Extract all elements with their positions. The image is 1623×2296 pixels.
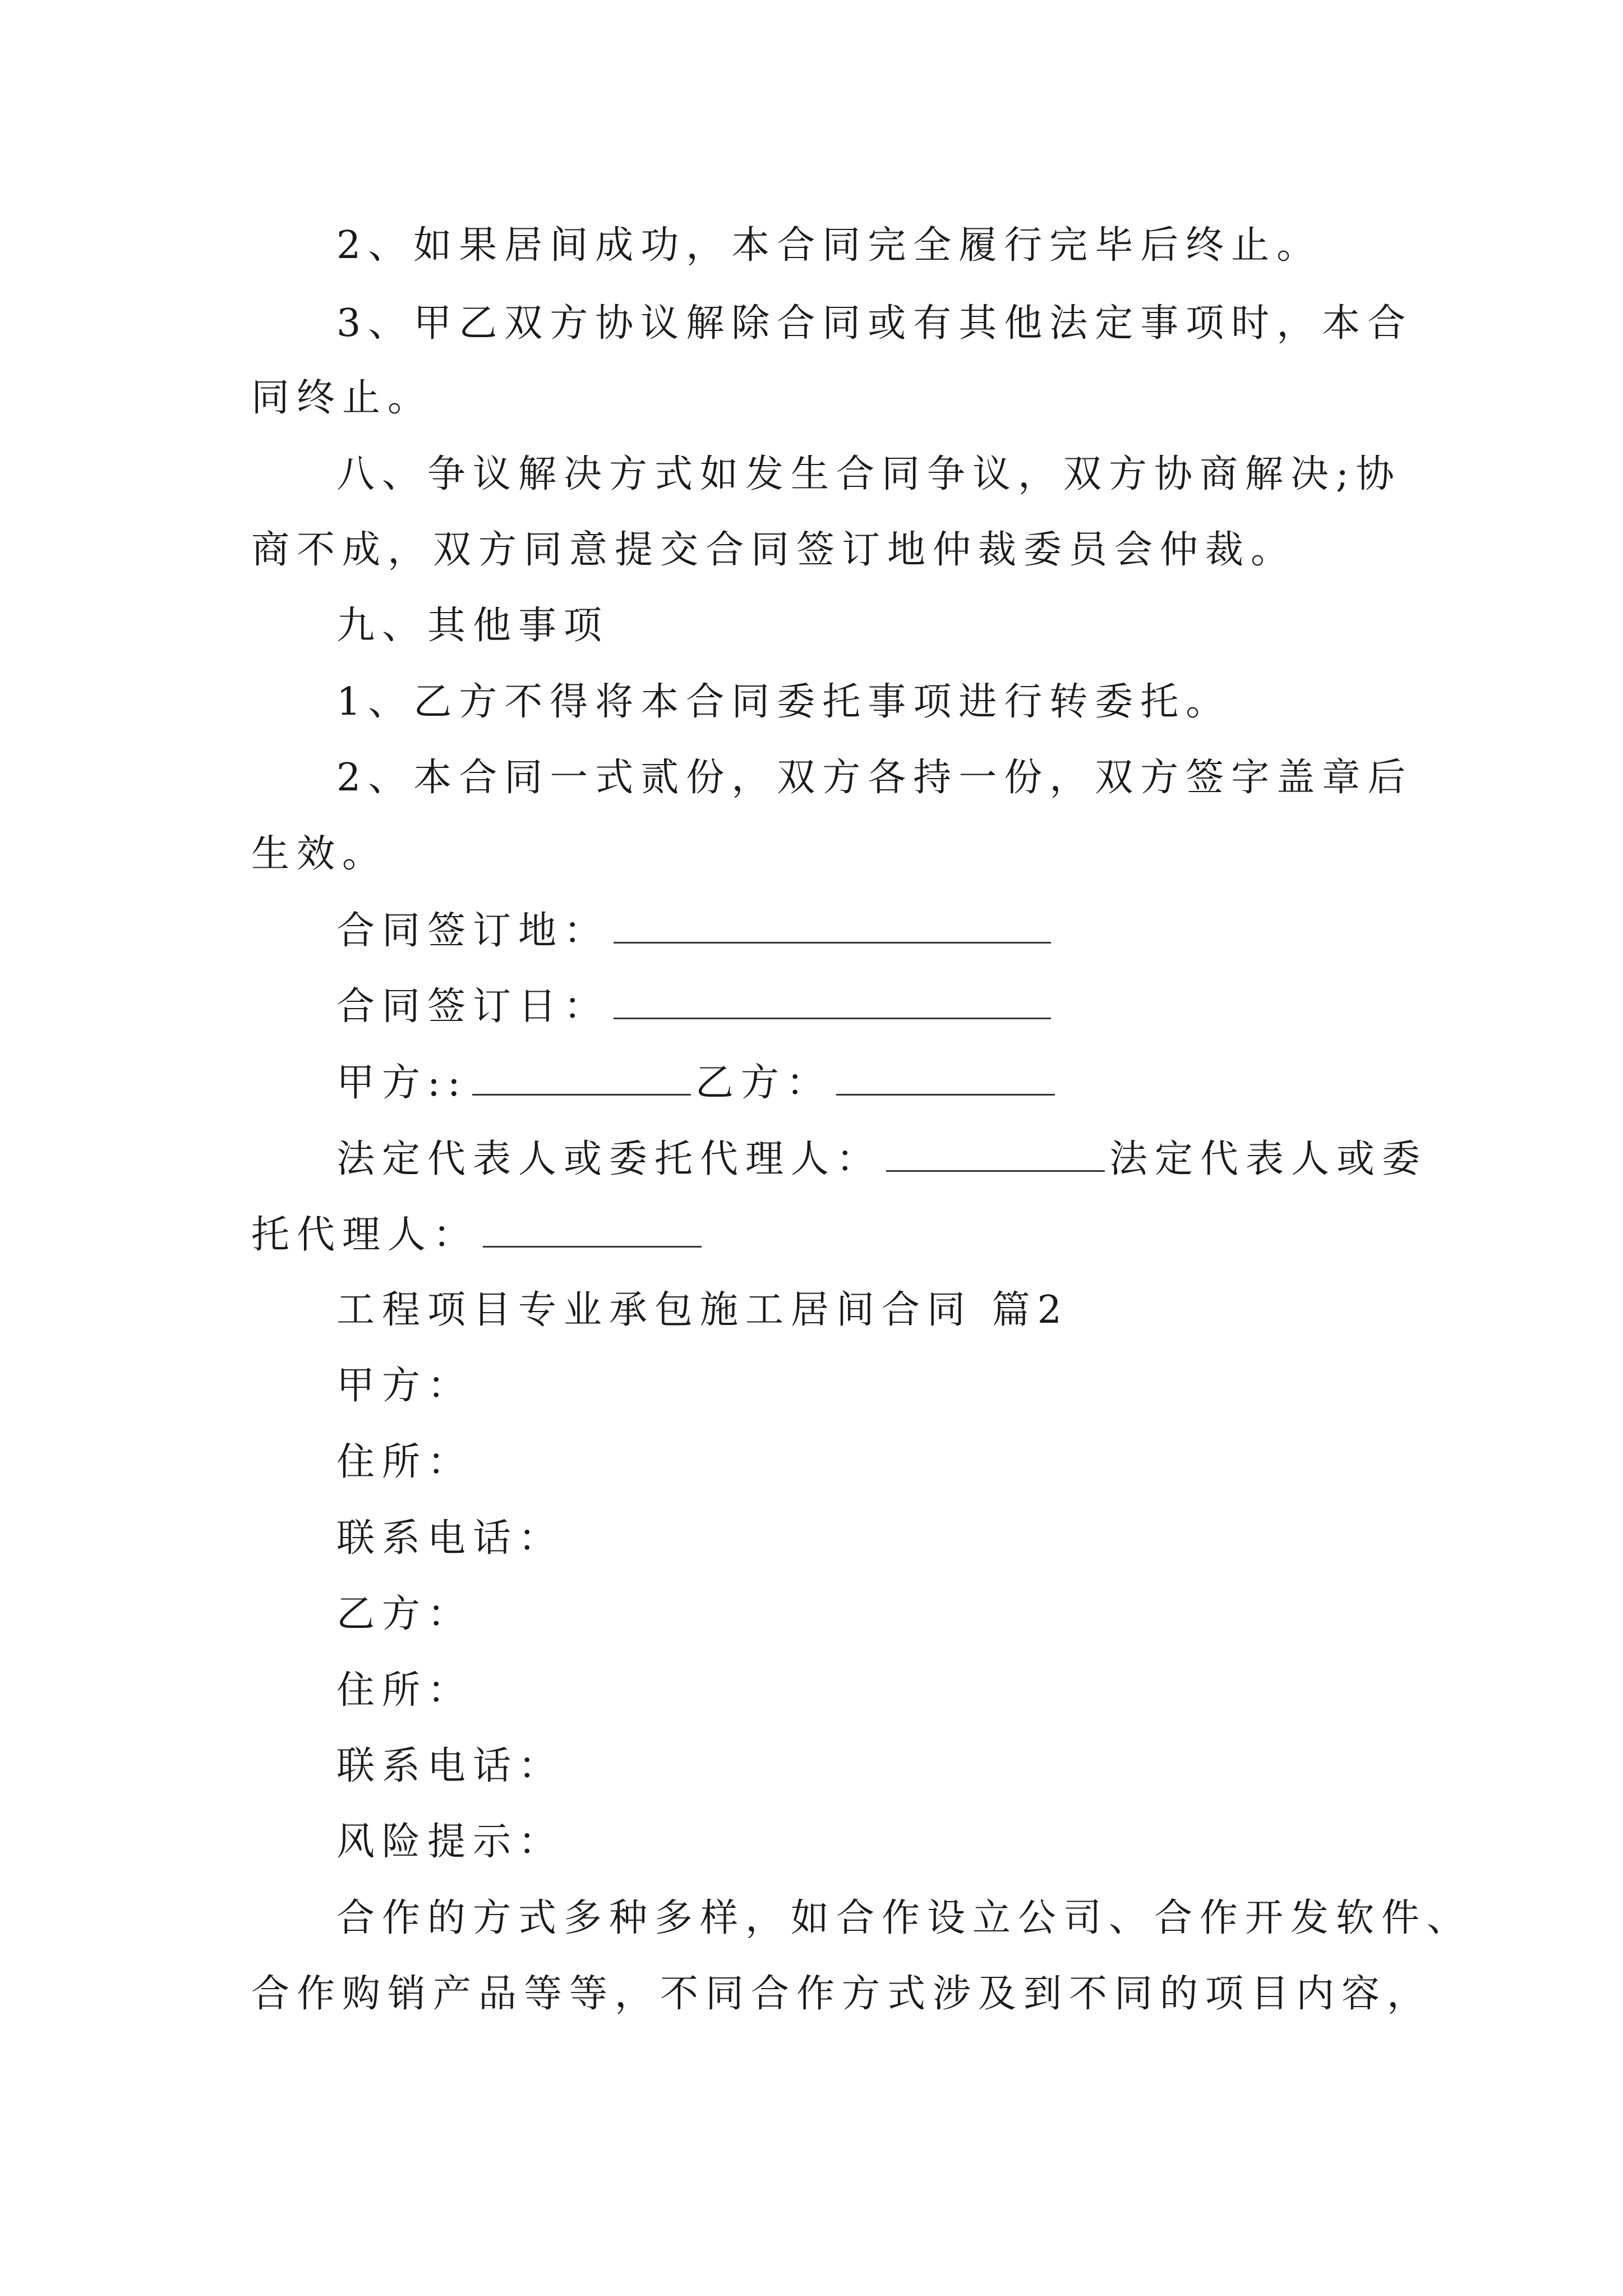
sign-date-label: 合同签订日： <box>336 984 610 1029</box>
section2-risk-text-line2: 合作购销产品等等，不同合作方式涉及到不同的项目内容， <box>251 1972 1433 2016</box>
section2-risk-text-line1: 合作的方式多种多样，如合作设立公司、合作开发软件、 <box>336 1896 1473 1940</box>
representatives-row-line2 <box>251 1207 1390 1263</box>
section2-phone-a: 联系电话： <box>336 1516 564 1561</box>
rep-a-label: 法定代表人或委托代理人： <box>336 1137 882 1181</box>
rep-b-blank <box>483 1207 702 1248</box>
paragraph-termination-agreement-line1: 3、甲乙双方协议解除合同或有其他法定事项时，本合 <box>336 301 1413 346</box>
section2-title: 工程项目专业承包施工居间合同 篇2 <box>336 1288 1069 1332</box>
representatives-row-line1 <box>336 1131 1428 1188</box>
paragraph-copies-line1: 2、本合同一式贰份，双方各持一份，双方签字盖章后 <box>336 756 1413 800</box>
section2-phone-b: 联系电话： <box>336 1744 564 1788</box>
section2-party-a: 甲方： <box>336 1364 473 1408</box>
section2-address-b: 住所： <box>336 1668 473 1713</box>
party-b-blank <box>836 1055 1055 1096</box>
paragraph-dispute-line1: 八、争议解决方式如发生合同争议，双方协商解决;协 <box>336 452 1401 496</box>
rep-b-label-part2: 托代理人： <box>251 1213 479 1257</box>
paragraph-termination-agreement-line2: 同终止。 <box>251 376 434 420</box>
paragraph-dispute-line2: 商不成，双方同意提交合同签订地仲裁委员会仲裁。 <box>251 528 1297 572</box>
party-a-blank <box>472 1055 691 1096</box>
sign-place-blank <box>614 903 1051 944</box>
sign-place-row <box>336 903 1391 959</box>
party-b-label: 乙方： <box>695 1061 832 1105</box>
rep-b-label-part1: 法定代表人或委 <box>1109 1137 1428 1181</box>
paragraph-no-subdelegation: 1、乙方不得将本合同委托事项进行转委托。 <box>336 680 1232 724</box>
section2-party-b: 乙方： <box>336 1592 473 1636</box>
section-heading-other-matters: 九、其他事项 <box>336 604 610 648</box>
paragraph-copies-line2: 生效。 <box>251 832 388 876</box>
rep-a-blank <box>886 1131 1105 1172</box>
parties-row <box>336 1055 1391 1111</box>
sign-date-row <box>336 978 1391 1035</box>
sign-place-label: 合同签订地： <box>336 909 610 953</box>
sign-date-blank <box>614 978 1051 1019</box>
section2-risk-label: 风险提示： <box>336 1820 564 1864</box>
section2-address-a: 住所： <box>336 1440 473 1484</box>
paragraph-termination-success: 2、如果居间成功，本合同完全履行完毕后终止。 <box>336 223 1322 268</box>
party-a-label: 甲方:: <box>336 1061 468 1105</box>
